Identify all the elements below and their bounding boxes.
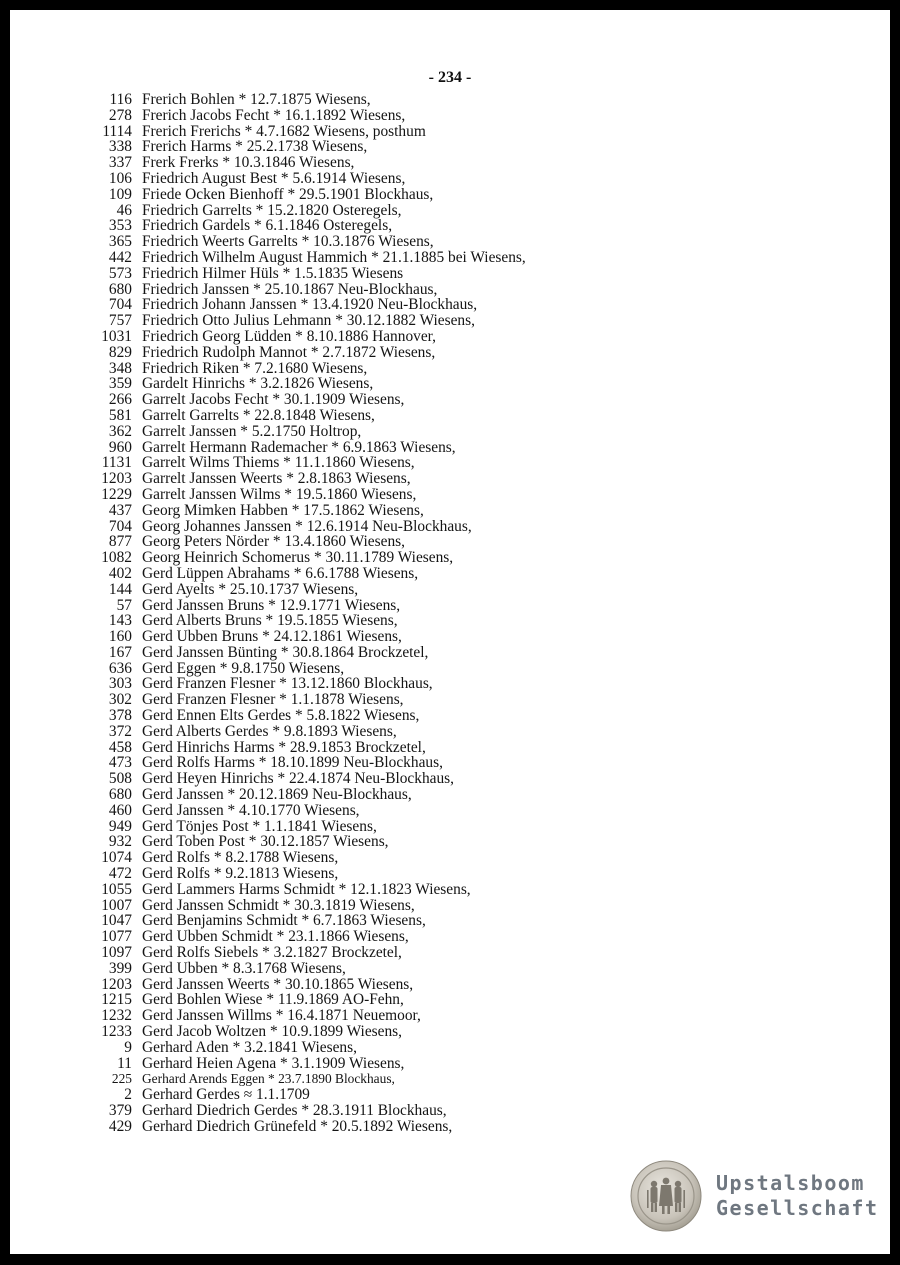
entry-number: 704 [108,517,132,535]
list-item [80,250,526,266]
list-item [80,345,526,361]
list-item [80,455,526,471]
entry-number: 932 [108,833,132,851]
list-item [80,376,526,392]
list-item [80,440,526,456]
list-item [80,1103,526,1119]
entry-text: Gerd Janssen * 20.12.1869 Neu-Blockhaus, [142,786,412,804]
entry-text: Gerd Toben Post * 30.12.1857 Wiesens, [142,833,389,851]
entry-number: 9 [124,1038,132,1056]
entry-number: 338 [108,138,132,156]
list-item [80,534,526,550]
list-item [80,471,526,487]
list-item [80,850,526,866]
list-item [80,692,526,708]
entry-number: 960 [108,438,132,456]
entry-text: Gerd Janssen * 4.10.1770 Wiesens, [142,801,360,819]
entry-text: Gerhard Aden * 3.2.1841 Wiesens, [142,1038,357,1056]
entry-number: 399 [108,959,132,977]
entry-number: 1082 [101,549,132,567]
entry-number: 365 [108,233,132,251]
list-item [80,961,526,977]
entry-text: Frerich Frerichs * 4.7.1682 Wiesens, posthum [142,122,426,140]
list-item [80,1008,526,1024]
entry-number: 472 [108,865,132,883]
list-item [80,945,526,961]
entry-number: 437 [108,501,132,519]
entry-text: Gerd Rolfs Harms * 18.10.1899 Neu-Blockhaus, [142,754,443,772]
entry-text: Georg Mimken Habben * 17.5.1862 Wiesens, [142,501,424,519]
entry-number: 1229 [101,485,132,503]
entry-text: Friedrich Garrelts * 15.2.1820 Osteregels, [142,201,402,219]
list-item [80,566,526,582]
list-item [80,661,526,677]
entry-text: Gerd Rolfs Siebels * 3.2.1827 Brockzetel, [142,944,402,962]
entry-text: Garrelt Janssen * 5.2.1750 Holtrop, [142,422,362,440]
entry-text: Gerd Bohlen Wiese * 11.9.1869 AO-Fehn, [142,991,404,1009]
entry-number: 278 [108,106,132,124]
entry-number: 106 [108,169,132,187]
entry-text: Friedrich Rudolph Mannot * 2.7.1872 Wiesens, [142,343,436,361]
entry-text: Garrelt Janssen Wilms * 19.5.1860 Wiesens, [142,485,417,503]
entry-number: 143 [108,612,132,630]
society-logo [630,1160,879,1232]
entry-number: 379 [108,1102,132,1119]
list-item [80,755,526,771]
list-item [80,124,526,140]
entry-number: 46 [116,201,132,219]
entry-text: Garrelt Hermann Rademacher * 6.9.1863 Wiesens, [142,438,456,456]
entry-text: Georg Peters Nörder * 13.4.1860 Wiesens, [142,533,405,551]
entry-text: Garrelt Garrelts * 22.8.1848 Wiesens, [142,406,375,424]
entry-number: 508 [108,770,132,788]
list-item [80,550,526,566]
entry-text: Friedrich Wilhelm August Hammich * 21.1.1885 bei Wiesens, [142,248,526,266]
list-item [80,1119,526,1135]
entry-text: Gerd Franzen Flesner * 13.12.1860 Blockhaus, [142,675,433,693]
entry-number: 636 [108,659,132,677]
entry-text: Gerd Alberts Gerdes * 9.8.1893 Wiesens, [142,722,397,740]
entry-text: Friedrich Johann Janssen * 13.4.1920 Neu-Blockhaus, [142,296,478,314]
entry-text: Gerd Ubben Schmidt * 23.1.1866 Wiesens, [142,928,409,946]
entry-text: Georg Heinrich Schomerus * 30.11.1789 Wiesens, [142,549,454,567]
list-item [80,1087,526,1103]
list-item [80,819,526,835]
entry-number: 1233 [101,1023,132,1041]
entry-text: Gerhard Diedrich Grünefeld * 20.5.1892 Wiesens, [142,1117,453,1135]
entry-number: 1203 [101,975,132,993]
entry-text: Gerhard Gerdes ≈ 1.1.1709 [142,1086,310,1104]
entry-text: Friedrich Weerts Garrelts * 10.3.1876 Wiesens, [142,233,434,251]
entry-number: 1074 [101,849,132,867]
entry-text: Gerd Rolfs * 9.2.1813 Wiesens, [142,865,339,883]
entry-number: 348 [108,359,132,377]
list-item [80,740,526,756]
entry-number: 573 [108,264,132,282]
list-item [80,92,526,108]
society-name-line-2: Gesellschaft [716,1196,879,1220]
list-item [80,171,526,187]
entry-number: 337 [108,154,132,172]
entry-number: 1031 [101,327,132,345]
entry-text: Garrelt Wilms Thiems * 11.1.1860 Wiesens, [142,454,415,472]
list-item [80,1024,526,1040]
entry-number: 429 [108,1117,132,1135]
entry-text: Gerd Tönjes Post * 1.1.1841 Wiesens, [142,817,377,835]
entry-number: 1203 [101,470,132,488]
list-item [80,676,526,692]
entry-number: 460 [108,801,132,819]
list-item [80,282,526,298]
entry-text: Friedrich Gardels * 6.1.1846 Osteregels, [142,217,393,235]
entry-number: 949 [108,817,132,835]
entry-number: 302 [108,691,132,709]
upstalsboom-seal-icon [630,1160,702,1232]
entry-text: Gerd Ayelts * 25.10.1737 Wiesens, [142,580,359,598]
entry-text: Gerd Ubben Bruns * 24.12.1861 Wiesens, [142,628,402,646]
entry-text: Friedrich Riken * 7.2.1680 Wiesens, [142,359,368,377]
entry-text: Gerd Heyen Hinrichs * 22.4.1874 Neu-Blockhaus, [142,770,455,788]
entry-text: Friedrich August Best * 5.6.1914 Wiesens, [142,169,406,187]
list-item [80,787,526,803]
list-item [80,1071,526,1087]
list-item [80,992,526,1008]
entry-text: Frerich Harms * 25.2.1738 Wiesens, [142,138,368,156]
entry-number: 680 [108,786,132,804]
entry-number: 1131 [101,454,132,472]
entry-text: Gerhard Diedrich Gerdes * 28.3.1911 Blockhaus, [142,1102,447,1119]
entry-number: 1055 [101,880,132,898]
entry-text: Gerd Janssen Willms * 16.4.1871 Neuemoor, [142,1007,421,1025]
list-item [80,724,526,740]
entry-text: Gerd Eggen * 9.8.1750 Wiesens, [142,659,345,677]
list-item [80,882,526,898]
entry-text: Gerd Franzen Flesner * 1.1.1878 Wiesens, [142,691,404,709]
list-item [80,613,526,629]
list-item [80,929,526,945]
entry-text: Gerd Janssen Schmidt * 30.3.1819 Wiesens, [142,896,415,914]
entry-number: 581 [108,406,132,424]
entry-number: 458 [108,738,132,756]
list-item [80,771,526,787]
list-item [80,1040,526,1056]
list-item [80,203,526,219]
entry-number: 353 [108,217,132,235]
entry-text: Friede Ocken Bienhoff * 29.5.1901 Blockhaus, [142,185,434,203]
list-item [80,313,526,329]
list-item [80,424,526,440]
entry-text: Gerd Janssen Bünting * 30.8.1864 Brockzetel, [142,643,429,661]
entry-number: 442 [108,248,132,266]
entry-number: 109 [108,185,132,203]
list-item [80,1056,526,1072]
entry-number: 57 [116,596,132,614]
entry-text: Gerd Lüppen Abrahams * 6.6.1788 Wiesens, [142,564,419,582]
list-item [80,155,526,171]
entry-number: 2 [124,1086,132,1104]
entry-text: Gerhard Arends Eggen * 23.7.1890 Blockhaus, [142,1071,395,1087]
list-item [80,977,526,993]
list-item [80,408,526,424]
entry-text: Friedrich Hilmer Hüls * 1.5.1835 Wiesens [142,264,404,282]
entry-number: 160 [108,628,132,646]
entry-number: 225 [111,1071,132,1087]
society-name-line-1: Upstalsboom [716,1171,865,1195]
page-number: - 234 - [428,69,472,86]
entry-text: Garrelt Janssen Weerts * 2.8.1863 Wiesens, [142,470,411,488]
list-item [80,834,526,850]
list-item [80,218,526,234]
entry-number: 877 [108,533,132,551]
entry-text: Gerd Lammers Harms Schmidt * 12.1.1823 Wiesens, [142,880,471,898]
entry-number: 144 [108,580,132,598]
entry-number: 359 [108,375,132,393]
entry-text: Gerd Janssen Bruns * 12.9.1771 Wiesens, [142,596,401,614]
list-item [80,487,526,503]
list-item [80,108,526,124]
list-item [80,708,526,724]
entry-number: 1232 [101,1007,132,1025]
list-item [80,361,526,377]
entry-text: Gerd Ubben * 8.3.1768 Wiesens, [142,959,346,977]
list-item [80,329,526,345]
entry-number: 303 [108,675,132,693]
list-item [80,297,526,313]
list-item [80,503,526,519]
list-item [80,187,526,203]
entry-number: 116 [109,91,132,108]
entry-text: Friedrich Otto Julius Lehmann * 30.12.1882 Wiesens, [142,312,475,330]
entry-number: 704 [108,296,132,314]
entry-number: 402 [108,564,132,582]
entry-text: Gerhard Heien Agena * 3.1.1909 Wiesens, [142,1054,405,1072]
list-item [80,629,526,645]
list-item [80,866,526,882]
entry-number: 362 [108,422,132,440]
entry-text: Gerd Benjamins Schmidt * 6.7.1863 Wiesens, [142,912,426,930]
list-item [80,234,526,250]
list-item [80,598,526,614]
list-item [80,582,526,598]
entry-number: 1097 [101,944,132,962]
list-item [80,519,526,535]
entry-text: Gerd Hinrichs Harms * 28.9.1853 Brockzetel, [142,738,426,756]
entry-number: 11 [117,1054,132,1072]
entry-text: Gerd Janssen Weerts * 30.10.1865 Wiesens, [142,975,414,993]
entry-number: 372 [108,722,132,740]
list-item [80,392,526,408]
entry-number: 378 [108,707,132,725]
entry-text: Gerd Rolfs * 8.2.1788 Wiesens, [142,849,339,867]
entry-list [80,92,526,1135]
list-item [80,139,526,155]
entry-text: Frerk Frerks * 10.3.1846 Wiesens, [142,154,355,172]
list-item [80,803,526,819]
entry-number: 829 [108,343,132,361]
entry-number: 1007 [101,896,132,914]
entry-text: Frerich Bohlen * 12.7.1875 Wiesens, [142,91,371,108]
entry-text: Gardelt Hinrichs * 3.2.1826 Wiesens, [142,375,374,393]
entry-text: Friedrich Georg Lüdden * 8.10.1886 Hannover, [142,327,437,345]
entry-text: Gerd Alberts Bruns * 19.5.1855 Wiesens, [142,612,398,630]
entry-text: Friedrich Janssen * 25.10.1867 Neu-Blockhaus, [142,280,438,298]
entry-number: 1215 [101,991,132,1009]
entry-number: 473 [108,754,132,772]
list-item [80,898,526,914]
entry-number: 1047 [101,912,132,930]
list-item [80,266,526,282]
list-item [80,645,526,661]
entry-number: 757 [108,312,132,330]
list-item [80,913,526,929]
entry-text: Gerd Ennen Elts Gerdes * 5.8.1822 Wiesens, [142,707,420,725]
entry-text: Frerich Jacobs Fecht * 16.1.1892 Wiesens, [142,106,406,124]
entry-number: 266 [108,391,132,409]
entry-text: Georg Johannes Janssen * 12.6.1914 Neu-Blockhaus, [142,517,472,535]
entry-text: Garrelt Jacobs Fecht * 30.1.1909 Wiesens, [142,391,405,409]
entry-number: 1114 [102,122,132,140]
entry-number: 167 [108,643,132,661]
entry-number: 680 [108,280,132,298]
society-name [716,1171,879,1221]
entry-number: 1077 [101,928,132,946]
entry-text: Gerd Jacob Woltzen * 10.9.1899 Wiesens, [142,1023,403,1041]
